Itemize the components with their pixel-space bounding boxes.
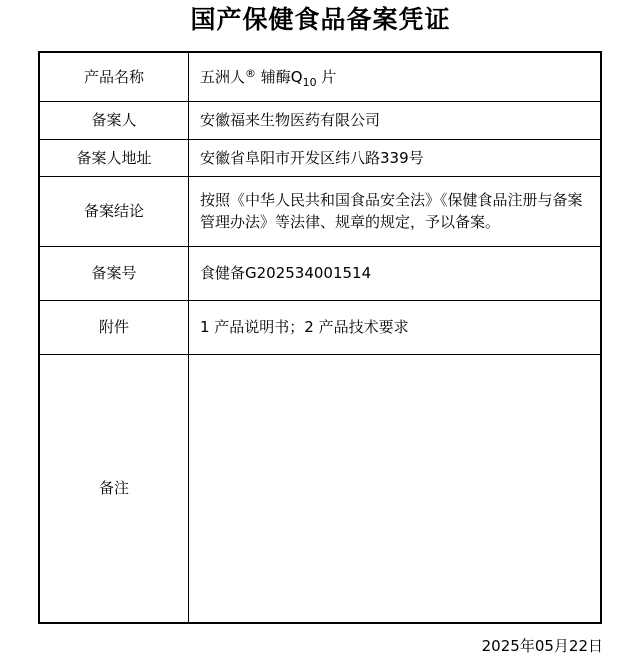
table-row: [39, 176, 601, 246]
table-row: [39, 354, 601, 623]
remarks-label: 备注: [39, 354, 189, 623]
remarks-value: [189, 354, 602, 623]
issue-date: 2025年05月22日: [481, 637, 603, 655]
table-row: [39, 300, 601, 354]
filer-address-label: 备案人地址: [39, 139, 189, 176]
filing-record-table: [38, 51, 602, 624]
conclusion-value: 按照《中华人民共和国食品安全法》《保健食品注册与备案管理办法》等法律、规章的规定，予以备案。: [189, 176, 602, 246]
filing-number-label: 备案号: [39, 246, 189, 300]
table-row: [39, 52, 601, 101]
table-row: [39, 139, 601, 176]
product-name-label: 产品名称: [39, 52, 189, 101]
table-row: [39, 101, 601, 139]
attachments-value: 1 产品说明书；2 产品技术要求: [189, 300, 602, 354]
product-name-value: [189, 52, 602, 101]
attachments-label: 附件: [39, 300, 189, 354]
product-name-main: 辅酶Q: [256, 67, 303, 86]
registered-mark: ®: [245, 66, 257, 80]
filer-label: 备案人: [39, 101, 189, 139]
filer-value: 安徽福来生物医药有限公司: [189, 101, 602, 139]
product-name-suffix: 片: [316, 67, 337, 86]
product-name-prefix: 五洲人: [200, 67, 246, 86]
table-row: [39, 246, 601, 300]
conclusion-label: 备案结论: [39, 176, 189, 246]
product-name-subscript: 10: [302, 75, 317, 89]
filing-number-value: 食健备G202534001514: [189, 246, 602, 300]
document-title: 国产保健食品备案凭证: [190, 5, 451, 34]
filer-address-value: 安徽省阜阳市开发区纬八路339号: [189, 139, 602, 176]
